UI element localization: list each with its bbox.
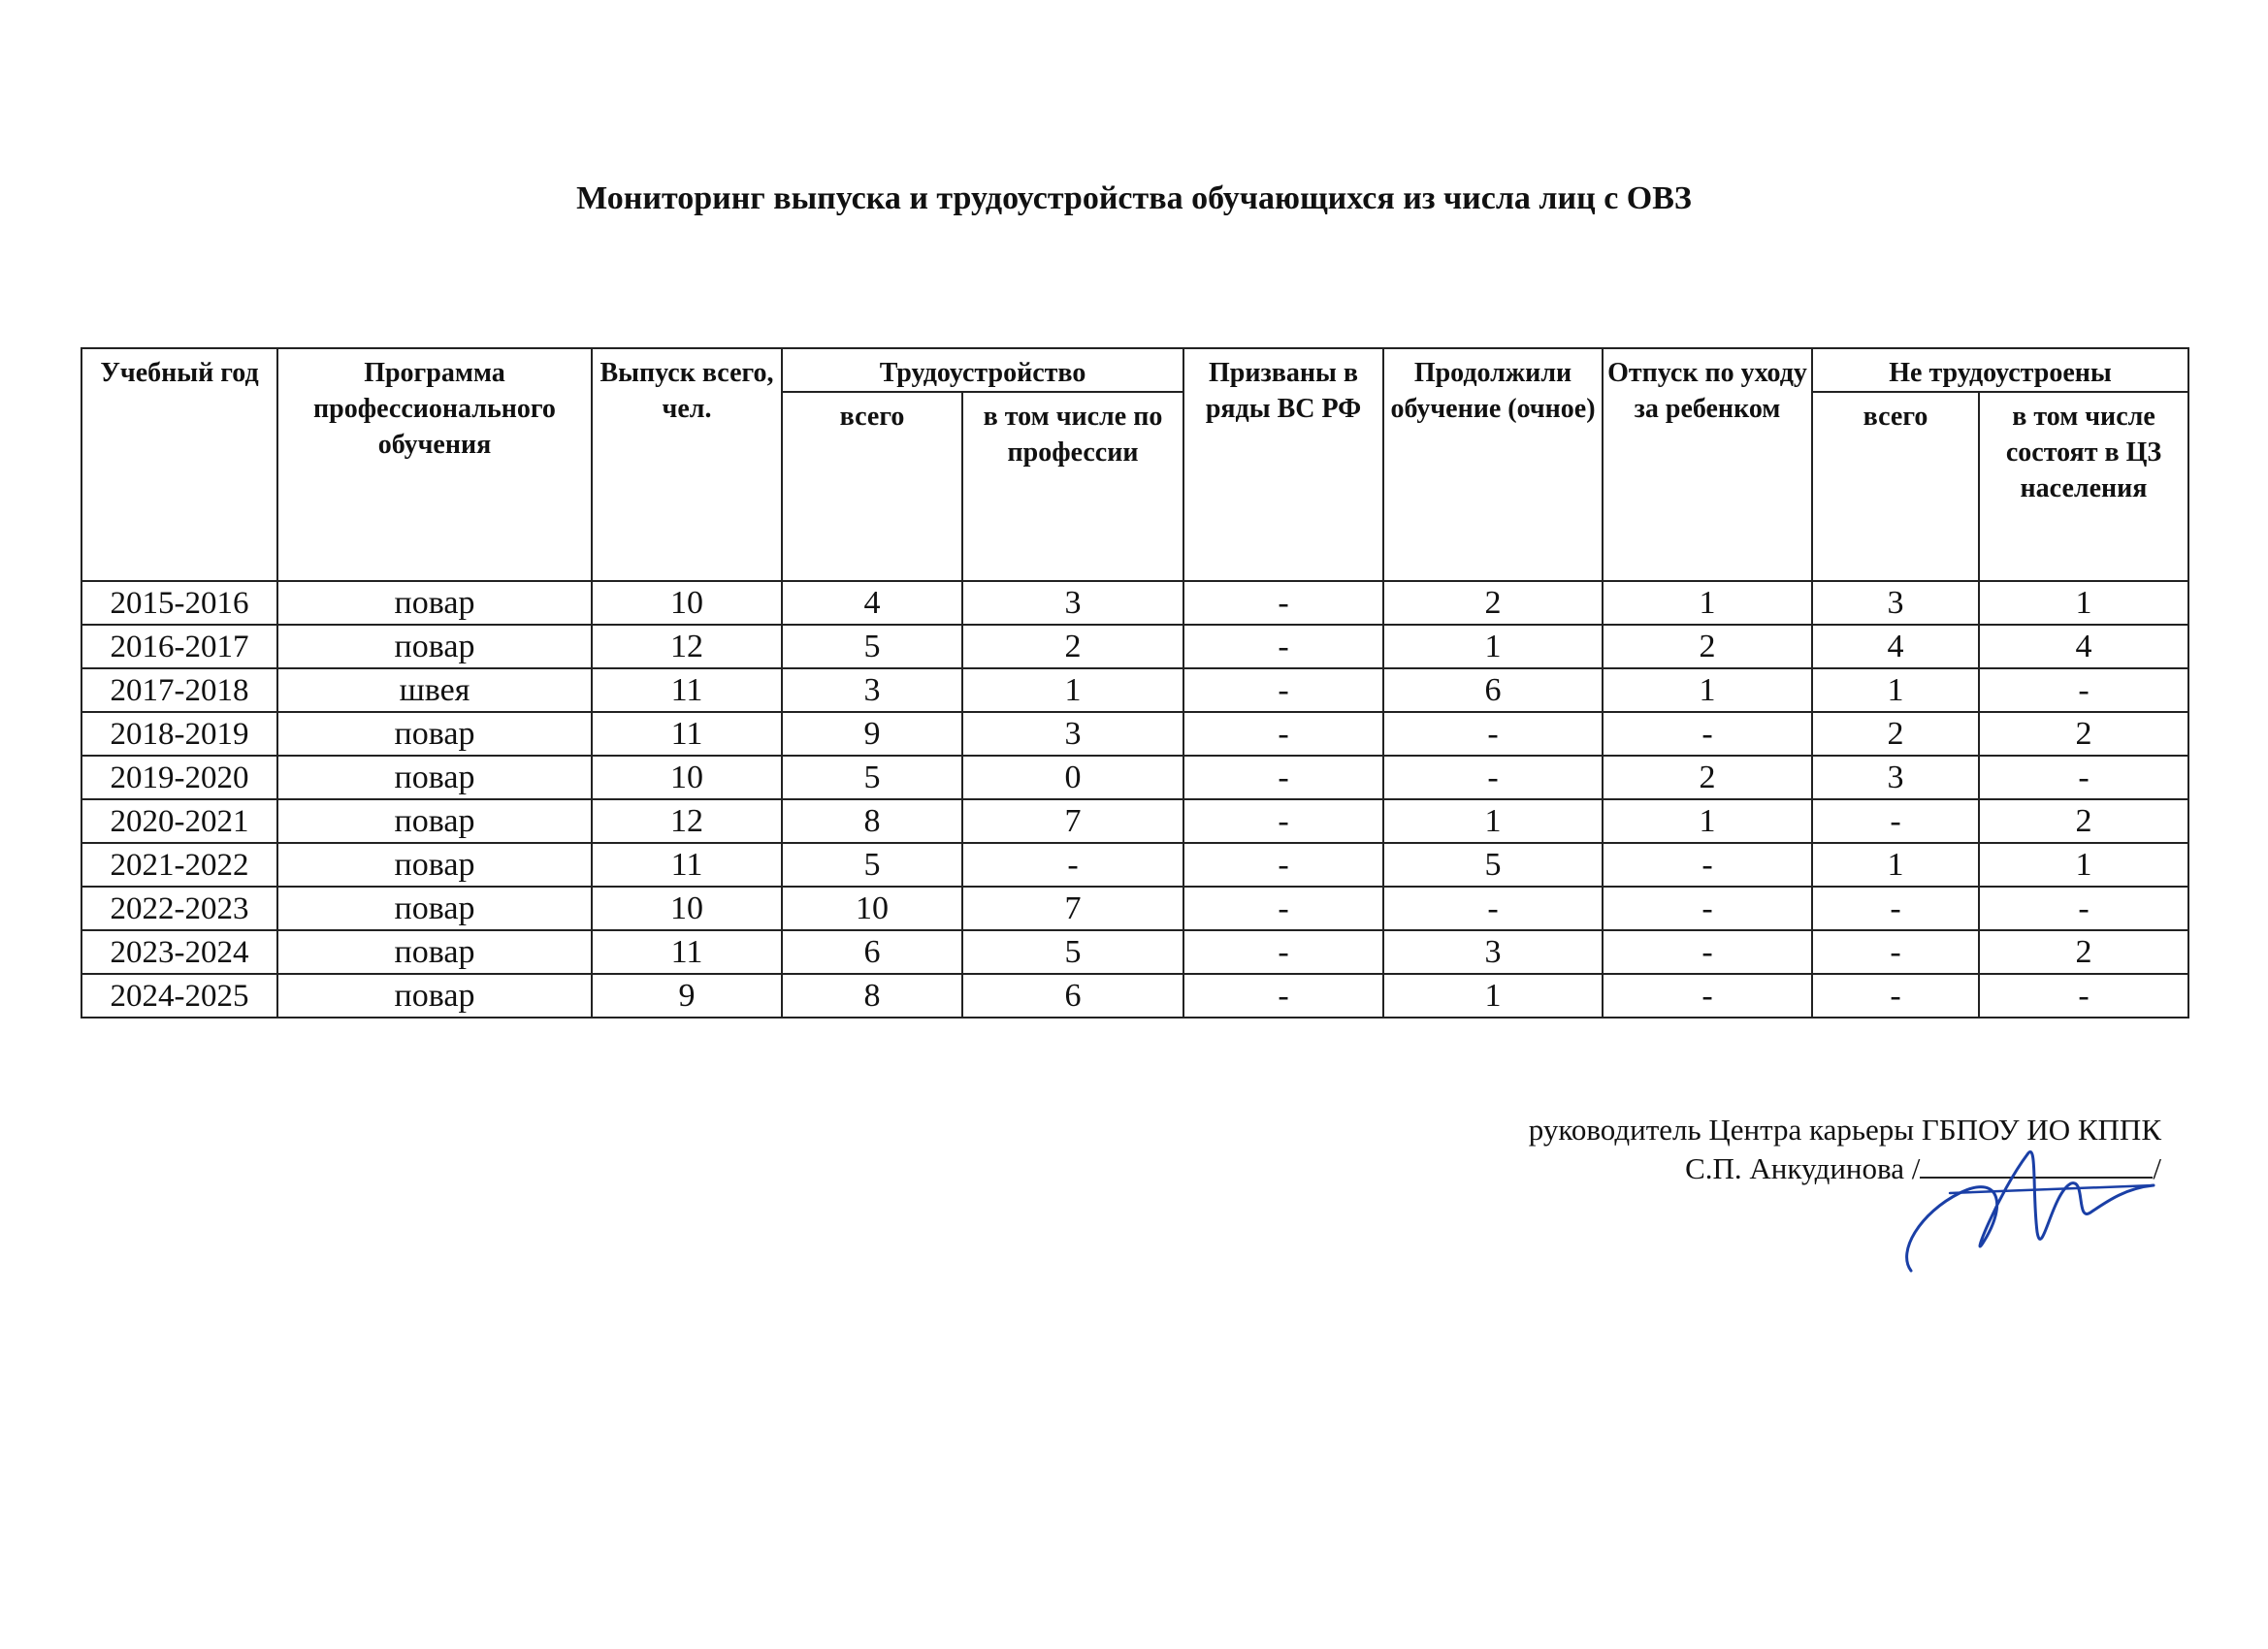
document-title: Мониторинг выпуска и трудоустройства обучающихся из числа лиц с ОВЗ — [576, 180, 1692, 216]
cell-parental-leave: - — [1603, 974, 1812, 1018]
cell-continued-education: 1 — [1383, 974, 1603, 1018]
cell-employment-by-profession: 3 — [962, 712, 1183, 756]
cell-year: 2021-2022 — [81, 843, 277, 887]
cell-not-employed-total: 2 — [1812, 712, 1979, 756]
cell-not-employed-total: - — [1812, 974, 1979, 1018]
cell-graduates: 10 — [592, 581, 782, 625]
header-continued-education: Продолжили обучение (очное) — [1383, 348, 1603, 581]
table-row — [81, 756, 2188, 799]
cell-army: - — [1183, 887, 1383, 930]
table-row — [81, 799, 2188, 843]
cell-program: повар — [277, 887, 592, 930]
table-row — [81, 625, 2188, 668]
cell-program: повар — [277, 712, 592, 756]
header-program: Программа профессионального обучения — [277, 348, 592, 581]
cell-not-employed-registered: 2 — [1979, 712, 2188, 756]
cell-continued-education: - — [1383, 887, 1603, 930]
cell-army: - — [1183, 799, 1383, 843]
cell-employment-total: 8 — [782, 799, 962, 843]
header-not-employed: Не трудоустроены — [1812, 348, 2188, 392]
table-header — [81, 348, 2188, 581]
cell-graduates: 9 — [592, 974, 782, 1018]
cell-program: повар — [277, 799, 592, 843]
cell-continued-education: 2 — [1383, 581, 1603, 625]
cell-program: повар — [277, 625, 592, 668]
cell-graduates: 11 — [592, 668, 782, 712]
cell-employment-by-profession: 0 — [962, 756, 1183, 799]
cell-parental-leave: - — [1603, 887, 1812, 930]
cell-program: швея — [277, 668, 592, 712]
cell-employment-total: 9 — [782, 712, 962, 756]
header-army: Призваны в ряды ВС РФ — [1183, 348, 1383, 581]
cell-employment-total: 10 — [782, 887, 962, 930]
cell-graduates: 10 — [592, 887, 782, 930]
cell-army: - — [1183, 625, 1383, 668]
cell-year: 2019-2020 — [81, 756, 277, 799]
cell-program: повар — [277, 974, 592, 1018]
cell-employment-by-profession: 5 — [962, 930, 1183, 974]
table-container — [81, 347, 2187, 1018]
signer-position: руководитель Центра карьеры ГБПОУ ИО КППК — [1528, 1113, 2161, 1147]
cell-employment-by-profession: 2 — [962, 625, 1183, 668]
header-not-employed-registered: в том числе состоят в ЦЗ населения — [1979, 392, 2188, 581]
cell-army: - — [1183, 668, 1383, 712]
cell-employment-total: 4 — [782, 581, 962, 625]
cell-army: - — [1183, 930, 1383, 974]
cell-graduates: 11 — [592, 843, 782, 887]
cell-not-employed-total: - — [1812, 930, 1979, 974]
cell-parental-leave: 1 — [1603, 799, 1812, 843]
cell-employment-total: 5 — [782, 756, 962, 799]
cell-not-employed-registered: - — [1979, 887, 2188, 930]
cell-employment-total: 8 — [782, 974, 962, 1018]
monitoring-table — [81, 347, 2189, 1018]
header-employment-total: всего — [782, 392, 962, 581]
cell-not-employed-total: 4 — [1812, 625, 1979, 668]
cell-army: - — [1183, 756, 1383, 799]
header-employment-by-profession: в том числе по профессии — [962, 392, 1183, 581]
table-body — [81, 581, 2188, 1018]
cell-continued-education: 1 — [1383, 799, 1603, 843]
cell-program: повар — [277, 843, 592, 887]
header-not-employed-total: всего — [1812, 392, 1979, 581]
header-employment: Трудоустройство — [782, 348, 1183, 392]
signer-name: С.П. Анкудинова / — [1685, 1151, 1921, 1185]
table-row — [81, 843, 2188, 887]
cell-graduates: 10 — [592, 756, 782, 799]
cell-not-employed-registered: - — [1979, 974, 2188, 1018]
cell-continued-education: 3 — [1383, 930, 1603, 974]
cell-not-employed-registered: 1 — [1979, 843, 2188, 887]
cell-continued-education: 1 — [1383, 625, 1603, 668]
cell-graduates: 12 — [592, 625, 782, 668]
cell-employment-by-profession: 1 — [962, 668, 1183, 712]
cell-parental-leave: - — [1603, 843, 1812, 887]
table-row — [81, 581, 2188, 625]
cell-not-employed-registered: 1 — [1979, 581, 2188, 625]
cell-army: - — [1183, 712, 1383, 756]
cell-not-employed-total: - — [1812, 799, 1979, 843]
cell-not-employed-total: 3 — [1812, 756, 1979, 799]
cell-not-employed-total: 1 — [1812, 668, 1979, 712]
cell-program: повар — [277, 581, 592, 625]
cell-employment-total: 6 — [782, 930, 962, 974]
cell-not-employed-registered: 2 — [1979, 930, 2188, 974]
handwritten-signature-icon — [1892, 1135, 2163, 1290]
table-row — [81, 974, 2188, 1018]
cell-year: 2016-2017 — [81, 625, 277, 668]
cell-employment-by-profession: 7 — [962, 799, 1183, 843]
cell-year: 2018-2019 — [81, 712, 277, 756]
cell-not-employed-registered: 4 — [1979, 625, 2188, 668]
cell-continued-education: - — [1383, 712, 1603, 756]
cell-army: - — [1183, 581, 1383, 625]
cell-graduates: 12 — [592, 799, 782, 843]
cell-employment-by-profession: 6 — [962, 974, 1183, 1018]
cell-parental-leave: - — [1603, 930, 1812, 974]
cell-parental-leave: 2 — [1603, 756, 1812, 799]
cell-employment-by-profession: 3 — [962, 581, 1183, 625]
cell-not-employed-total: 3 — [1812, 581, 1979, 625]
cell-continued-education: 6 — [1383, 668, 1603, 712]
signature-closing-slash: / — [2153, 1151, 2161, 1185]
cell-year: 2024-2025 — [81, 974, 277, 1018]
header-graduates: Выпуск всего, чел. — [592, 348, 782, 581]
cell-employment-total: 3 — [782, 668, 962, 712]
cell-continued-education: - — [1383, 756, 1603, 799]
cell-continued-education: 5 — [1383, 843, 1603, 887]
cell-parental-leave: 1 — [1603, 581, 1812, 625]
cell-employment-total: 5 — [782, 625, 962, 668]
cell-parental-leave: - — [1603, 712, 1812, 756]
cell-year: 2023-2024 — [81, 930, 277, 974]
cell-program: повар — [277, 756, 592, 799]
table-row — [81, 930, 2188, 974]
cell-not-employed-total: - — [1812, 887, 1979, 930]
cell-year: 2017-2018 — [81, 668, 277, 712]
cell-employment-total: 5 — [782, 843, 962, 887]
cell-parental-leave: 2 — [1603, 625, 1812, 668]
cell-army: - — [1183, 974, 1383, 1018]
table-row — [81, 668, 2188, 712]
cell-program: повар — [277, 930, 592, 974]
cell-year: 2022-2023 — [81, 887, 277, 930]
table-row — [81, 887, 2188, 930]
cell-army: - — [1183, 843, 1383, 887]
cell-not-employed-registered: 2 — [1979, 799, 2188, 843]
cell-not-employed-registered: - — [1979, 756, 2188, 799]
cell-parental-leave: 1 — [1603, 668, 1812, 712]
cell-employment-by-profession: - — [962, 843, 1183, 887]
cell-not-employed-total: 1 — [1812, 843, 1979, 887]
cell-not-employed-registered: - — [1979, 668, 2188, 712]
cell-graduates: 11 — [592, 930, 782, 974]
header-parental-leave: Отпуск по уходу за ребенком — [1603, 348, 1812, 581]
table-row — [81, 712, 2188, 756]
header-year: Учебный год — [81, 348, 277, 581]
cell-year: 2015-2016 — [81, 581, 277, 625]
cell-year: 2020-2021 — [81, 799, 277, 843]
cell-graduates: 11 — [592, 712, 782, 756]
cell-employment-by-profession: 7 — [962, 887, 1183, 930]
